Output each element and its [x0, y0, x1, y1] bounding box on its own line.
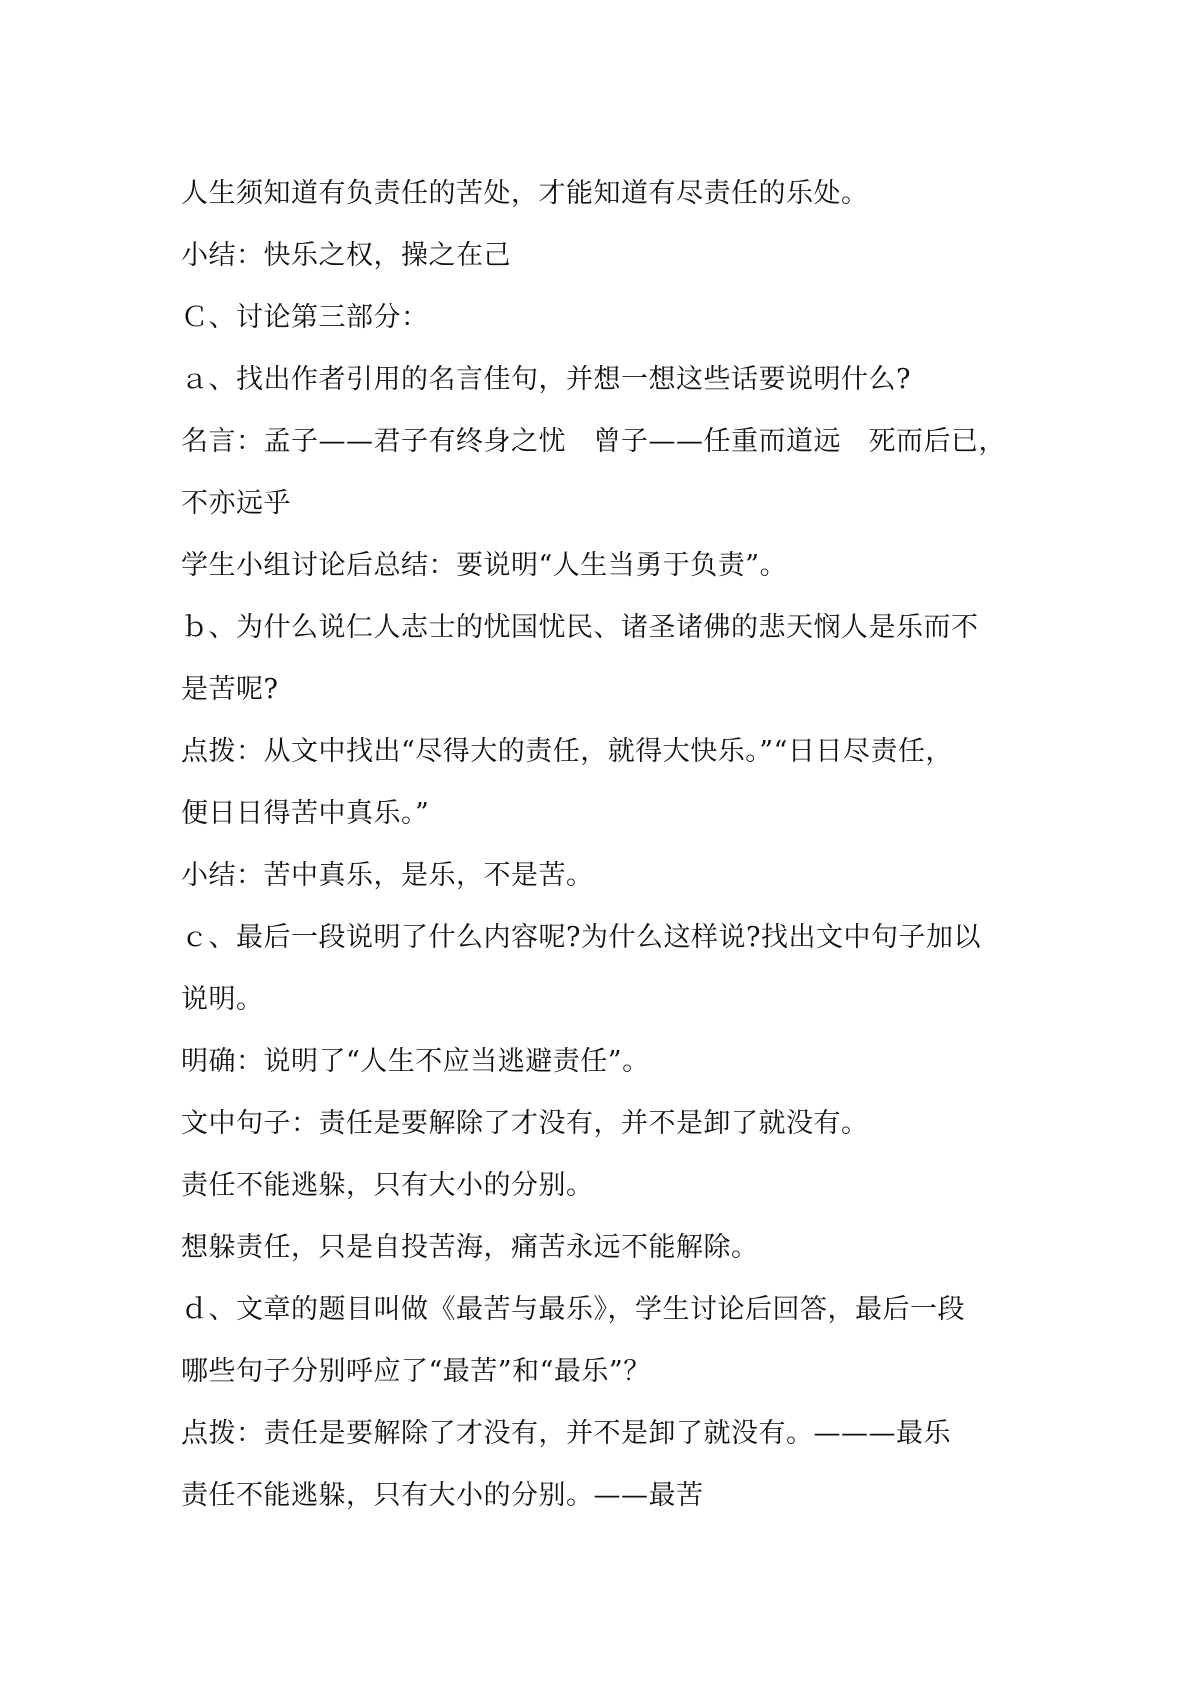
text-line: 是苦呢?	[181, 674, 279, 705]
text-line: 点拨：责任是要解除了才没有，并不是卸了就没有。———最乐	[181, 1418, 951, 1449]
text-line: 明确：说明了“人生不应当逃避责任”。	[181, 1046, 650, 1077]
text-line: 名言：孟子——君子有终身之忧 曾子——任重而道远 死而后已，	[181, 426, 1006, 457]
text-line: 责任不能逃躲，只有大小的分别。——最苦	[181, 1480, 704, 1511]
text-line: 说明。	[181, 984, 264, 1015]
text-line: 小结：苦中真乐，是乐，不是苦。	[181, 860, 594, 891]
text-line: ｂ、为什么说仁人志士的忧国忧民、诸圣诸佛的悲天悯人是乐而不	[181, 612, 979, 643]
text-line: 不亦远乎	[181, 488, 291, 519]
text-line: 学生小组讨论后总结：要说明“人生当勇于负责”。	[181, 550, 788, 581]
text-line: 人生须知道有负责任的苦处，才能知道有尽责任的乐处。	[181, 178, 869, 209]
text-line: 责任不能逃躲，只有大小的分别。	[181, 1170, 594, 1201]
text-body	[181, 163, 1041, 1527]
text-line: 小结：快乐之权，操之在己	[181, 240, 511, 271]
text-line: ａ、找出作者引用的名言佳句，并想一想这些话要说明什么?	[181, 364, 911, 395]
text-line: Ｃ、讨论第三部分：	[181, 302, 429, 333]
text-line: 想躲责任，只是自投苦海，痛苦永远不能解除。	[181, 1232, 759, 1263]
text-line: ｄ、文章的题目叫做《最苦与最乐》，学生讨论后回答，最后一段	[181, 1294, 965, 1325]
text-line: 便日日得苦中真乐。”	[181, 798, 430, 829]
text-line: ｃ、最后一段说明了什么内容呢?为什么这样说?找出文中句子加以	[181, 922, 981, 953]
text-line: 点拨：从文中找出“尽得大的责任，就得大快乐。”“日日尽责任，	[181, 736, 953, 767]
text-line: 文中句子：责任是要解除了才没有，并不是卸了就没有。	[181, 1108, 869, 1139]
text-line: 哪些句子分别呼应了“最苦”和“最乐”？	[181, 1356, 651, 1387]
